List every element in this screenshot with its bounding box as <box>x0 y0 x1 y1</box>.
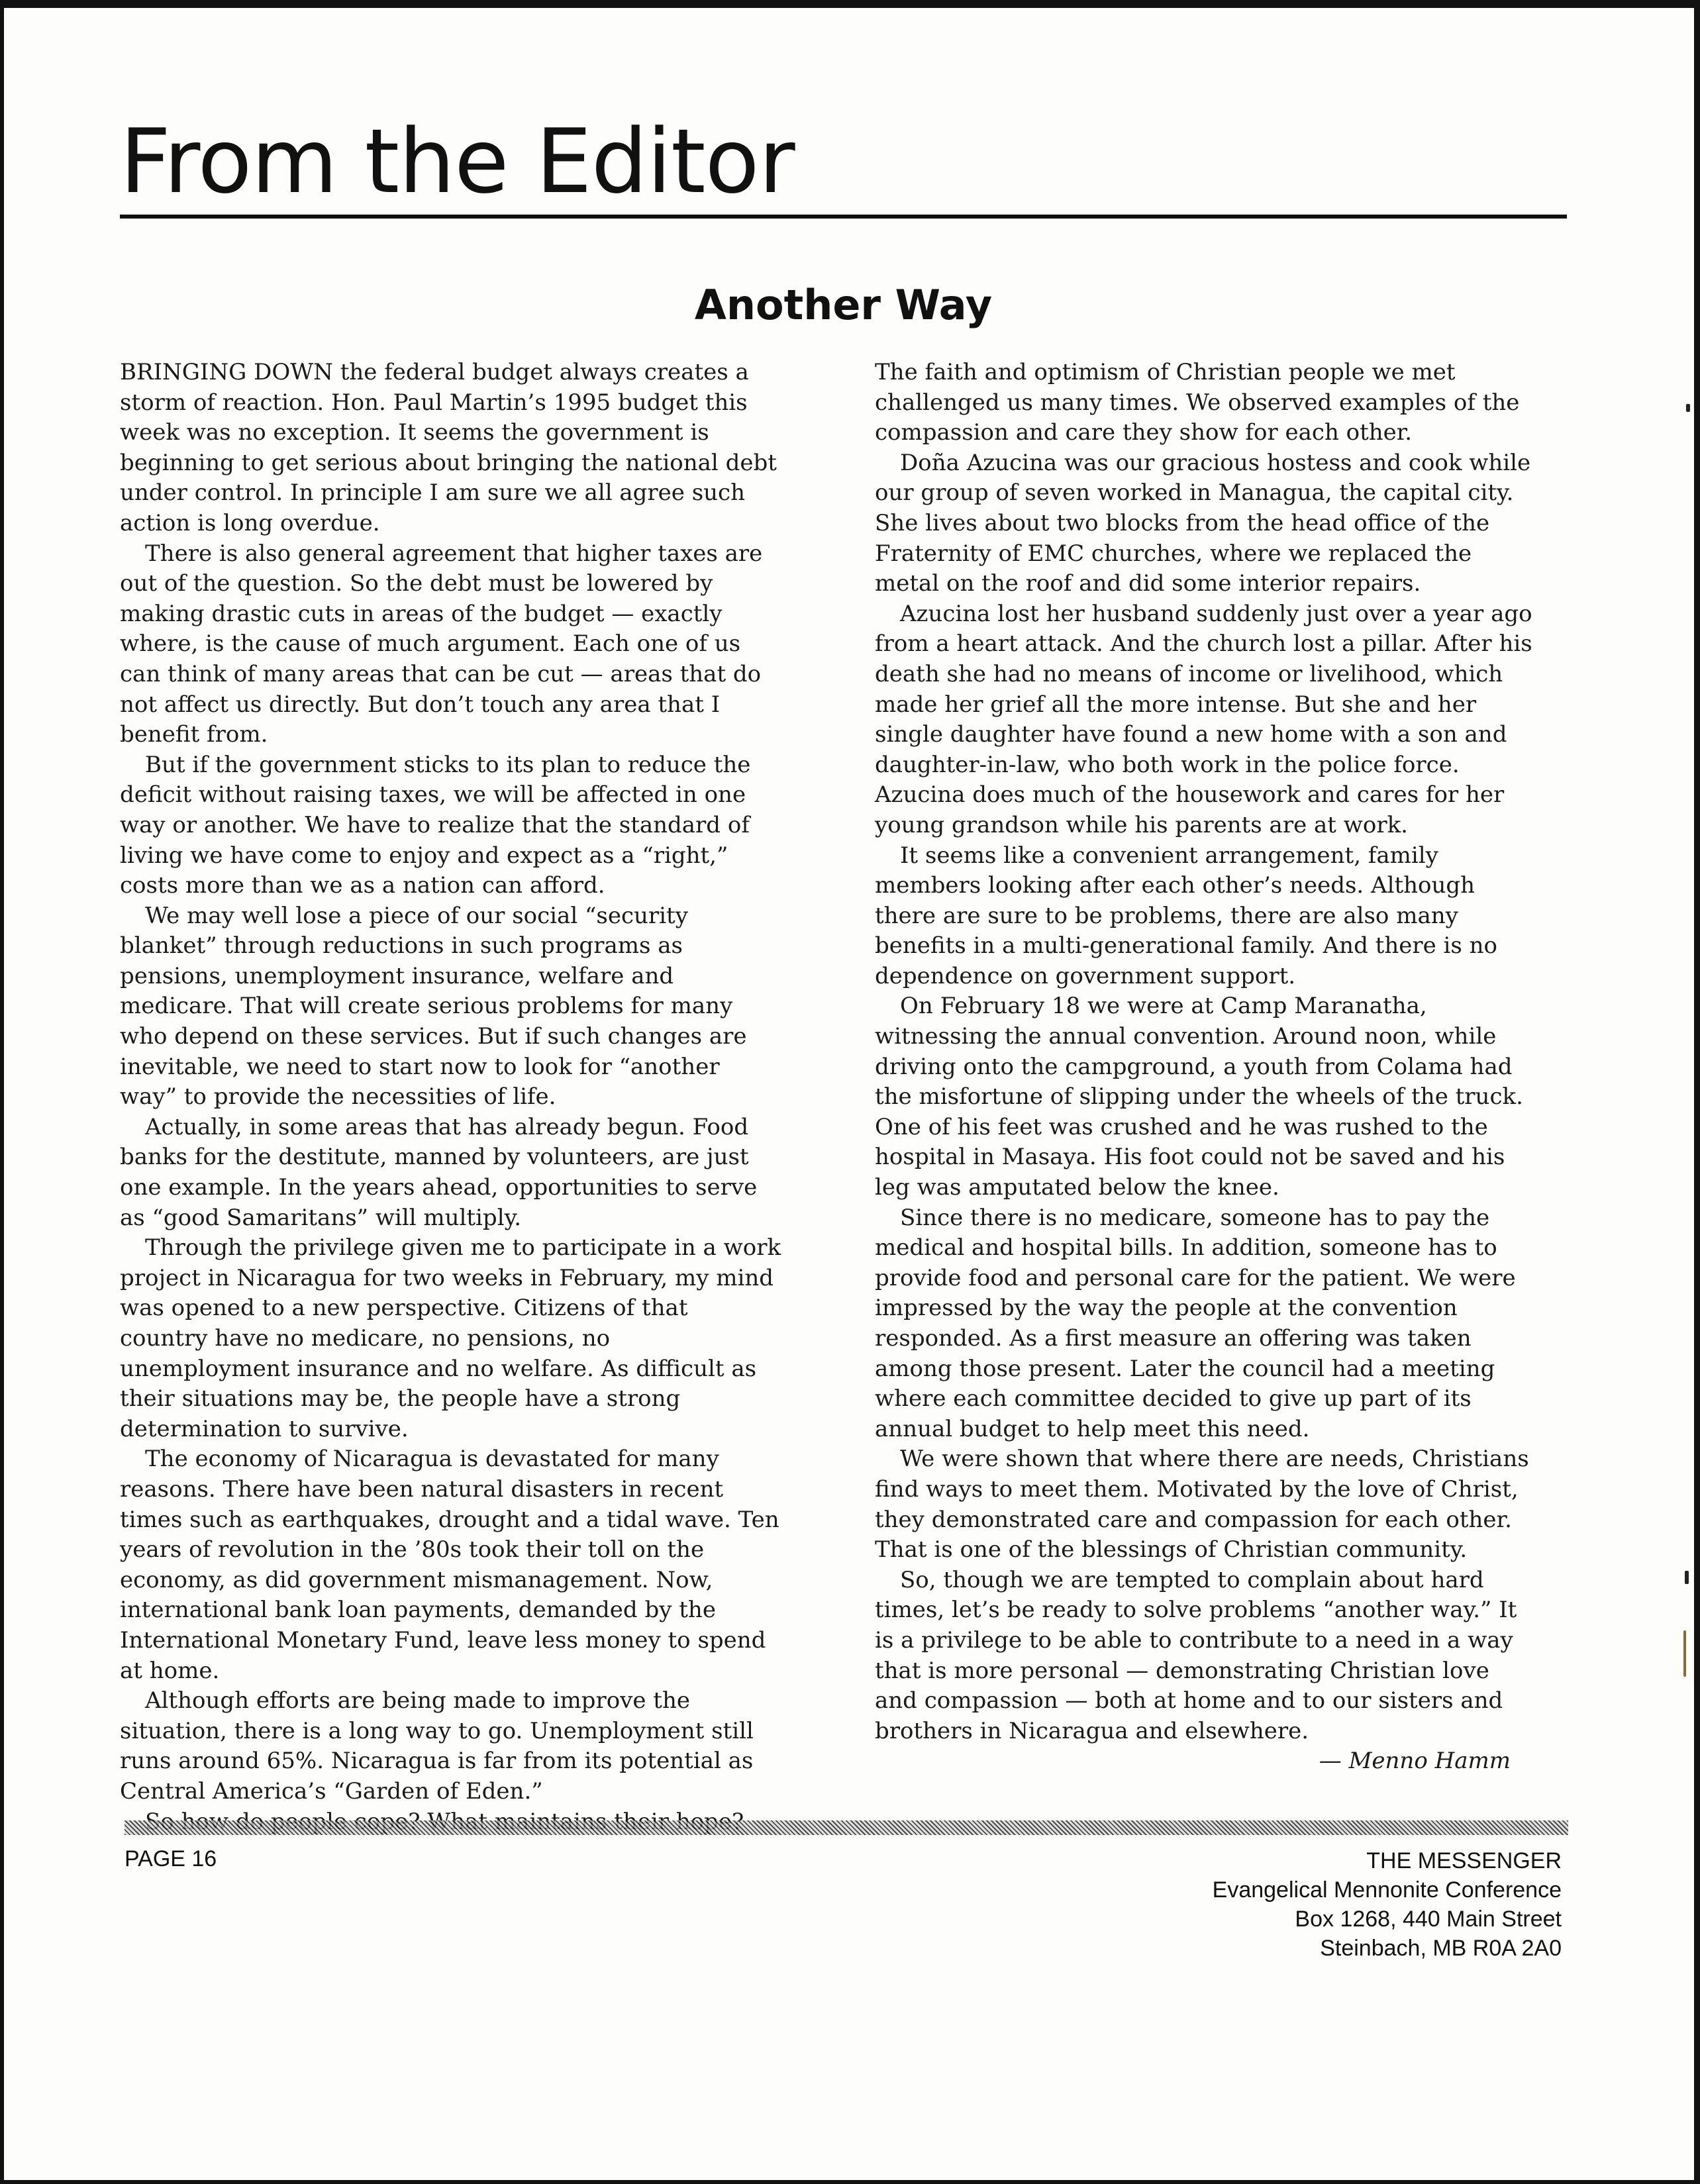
paragraph: There is also general agreement that higher taxes are out of the question. So the debt must be lowered by making drastic cuts in areas of the budget — exactly where, is the cause of much argument. Each one of us can think of many areas that can be cut — areas that do not affect us directly. But don’t touch any area that I benefit from. <box>120 540 763 748</box>
article-column-right <box>875 358 1537 1777</box>
paragraph: Azucina lost her husband suddenly just over a year ago from a heart attack. And the church lost a pillar. After his death she had no means of income or livelihood, which made her grief all the more intense. But she and her single daughter have found a new home with a son and daughter-in-law, who both work in the police force. Azucina does much of the housework and cares for her young grandson while his parents are at work. <box>875 600 1532 838</box>
scan-edge-mark <box>1686 404 1690 412</box>
paragraph: Actually, in some areas that has already begun. Food banks for the destitute, manned by volunteers, are just one example. In the years ahead, opportunities to serve as “good Samaritans” will multiply. <box>120 1113 758 1231</box>
article-column-left <box>120 358 782 1837</box>
masthead-rule <box>120 215 1567 219</box>
publisher-address <box>1213 1846 1562 1963</box>
magazine-page <box>4 8 1694 2180</box>
paragraph: We were shown that where there are needs, Christians find ways to meet them. Motivated by the love of Christ, they demonstrated care and compassion for each other. That is one of the blessings of Christian community. <box>875 1446 1529 1564</box>
street-address: Box 1268, 440 Main Street <box>1295 1907 1562 1932</box>
section-masthead: From the Editor <box>120 110 795 213</box>
article-headline: Another Way <box>694 281 993 329</box>
footer-divider <box>125 1820 1568 1835</box>
paragraph: Since there is no medicare, someone has to pay the medical and hospital bills. In addition, someone has to provide food and personal care for the patient. We were impressed by the way the people at the convention responded. As a first measure an offering was taken among those present. Later the council had a meeting where each committee decided to give up part of its annual budget to help meet this need. <box>875 1204 1516 1442</box>
paragraph: But if the government sticks to its plan to reduce the deficit without raising taxes, we will be affected in one way or another. We have to realize that the standard of living we have come to enjoy and expect as a “right,” costs more than we as a nation can afford. <box>120 751 751 899</box>
paragraph: We may well lose a piece of our social “security blanket” through reductions in such programs as pensions, unemployment insurance, welfare and medicare. That will create serious problems for many who depend on these services. But if such changes are inevitable, we need to start now to look for “another way” to provide the necessities of life. <box>120 902 747 1111</box>
paragraph: So, though we are tempted to complain about hard times, let’s be ready to solve problems “another way.” It is a privilege to be able to contribute to a need in a way that is more personal — demonstrating Christian love and compassion — both at home and to our sisters and brothers in Nicaragua and elsewhere. <box>875 1566 1517 1744</box>
publication-name: THE MESSENGER <box>1366 1848 1562 1873</box>
organization-name: Evangelical Mennonite Conference <box>1212 1877 1562 1903</box>
paragraph: Through the privilege given me to participate in a work project in Nicaragua for two weeks in February, my mind was opened to a new perspective. Citizens of that country have no medicare, no pensions, no unemployment insurance and no welfare. As difficult as their situations may be, the people have a strong determination to survive. <box>120 1234 781 1442</box>
scan-edge-mark <box>1683 1630 1686 1677</box>
paragraph: The faith and optimism of Christian people we met challenged us many times. We observed examples of the compassion and care they show for each other. <box>875 359 1520 446</box>
paragraph: Although efforts are being made to improve the situation, there is a long way to go. Unemployment still runs around 65%. Nicaragua is far from its potential as Central America’s “Garden of Eden.” <box>120 1687 754 1805</box>
paragraph: The economy of Nicaragua is devastated for many reasons. There have been natural disasters in recent times such as earthquakes, drought and a tidal wave. Ten years of revolution in the ’80s took their toll on the economy, as did government mismanagement. Now, international bank loan payments, demanded by the International Monetary Fund, leave less money to spend at home. <box>120 1446 779 1684</box>
page-number: PAGE 16 <box>125 1846 217 1871</box>
paragraph: It seems like a convenient arrangement, family members looking after each other’s needs. Although there are sure to be problems, there are also many benefits in a multi-generational family. And there is no dependence on government support. <box>875 842 1498 989</box>
author-signature: — Menno Hamm <box>1319 1748 1511 1775</box>
scan-edge-mark <box>1685 1571 1689 1584</box>
paragraph: On February 18 we were at Camp Maranatha, witnessing the annual convention. Around noon, while driving onto the campground, a youth from Colama had the misfortune of slipping under the wheels of the truck. One of his feet was crushed and he was rushed to the hospital in Masaya. His foot could not be saved and his leg was amputated below the knee. <box>875 993 1523 1201</box>
paragraph: Doña Azucina was our gracious hostess and cook while our group of seven worked in Managua, the capital city. She lives about two blocks from the head office of the Fraternity of EMC churches, where we replaced the metal on the roof and did some interior repairs. <box>875 449 1531 597</box>
city-postal: Steinbach, MB R0A 2A0 <box>1320 1936 1562 1961</box>
paragraph: BRINGING DOWN the federal budget always creates a storm of reaction. Hon. Paul Martin’s 1995 budget this week was no exception. It seems the government is beginning to get serious about bringing the national debt under control. In principle I am sure we all agree such action is long overdue. <box>120 359 777 536</box>
